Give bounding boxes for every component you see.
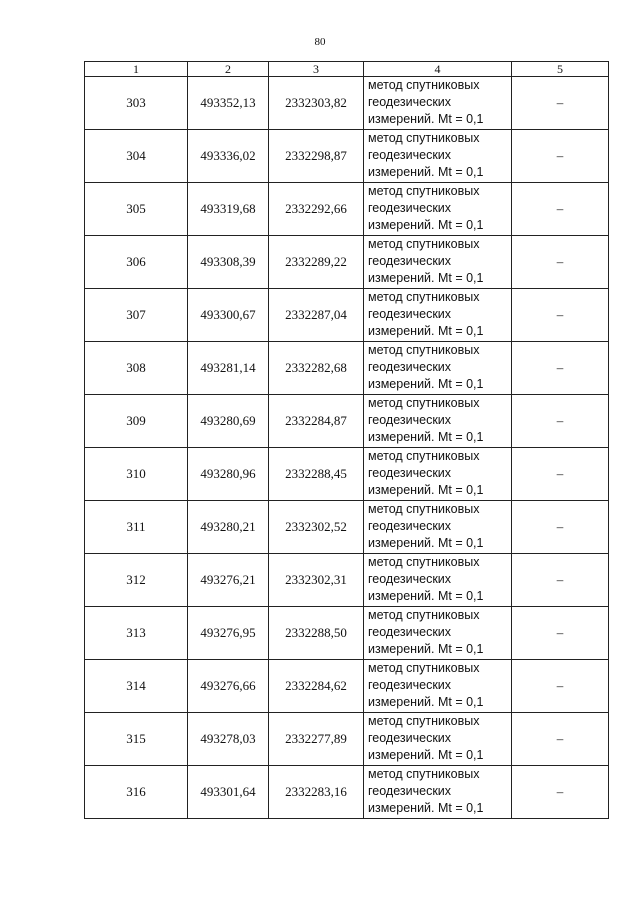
method-text-line: метод спутниковых — [368, 78, 480, 92]
column-header: 1 — [85, 62, 188, 77]
table-row — [85, 183, 609, 236]
method-text-line: метод спутниковых — [368, 131, 480, 145]
method-text-line: метод спутниковых — [368, 449, 480, 463]
method-text-line: измерений. Mt = 0,1 — [368, 589, 484, 603]
x-coordinate-cell: 493280,69 — [188, 395, 269, 448]
method-text-line: измерений. Mt = 0,1 — [368, 483, 484, 497]
note-cell: – — [512, 289, 609, 342]
method-text-line: измерений. Mt = 0,1 — [368, 801, 484, 815]
method-cell — [364, 660, 512, 713]
coordinates-table — [84, 61, 609, 819]
table-row — [85, 77, 609, 130]
y-coordinate-cell: 2332283,16 — [269, 766, 364, 819]
table-row — [85, 448, 609, 501]
note-cell: – — [512, 448, 609, 501]
method-cell — [364, 342, 512, 395]
method-text-line: метод спутниковых — [368, 555, 480, 569]
point-number-cell: 304 — [85, 130, 188, 183]
method-text-line: измерений. Mt = 0,1 — [368, 165, 484, 179]
method-text-line: метод спутниковых — [368, 184, 480, 198]
y-coordinate-cell: 2332282,68 — [269, 342, 364, 395]
note-cell: – — [512, 766, 609, 819]
x-coordinate-cell: 493280,21 — [188, 501, 269, 554]
y-coordinate-cell: 2332284,87 — [269, 395, 364, 448]
method-text-line: геодезических — [368, 678, 452, 692]
method-text-line: геодезических — [368, 307, 452, 321]
y-coordinate-cell: 2332292,66 — [269, 183, 364, 236]
method-cell — [364, 766, 512, 819]
method-text-line: геодезических — [368, 466, 452, 480]
column-header: 2 — [188, 62, 269, 77]
method-text-line: метод спутниковых — [368, 290, 480, 304]
note-cell: – — [512, 554, 609, 607]
note-cell: – — [512, 77, 609, 130]
method-cell — [364, 395, 512, 448]
method-text-line: метод спутниковых — [368, 767, 480, 781]
method-cell — [364, 501, 512, 554]
x-coordinate-cell: 493281,14 — [188, 342, 269, 395]
table-row — [85, 501, 609, 554]
column-header: 4 — [364, 62, 512, 77]
method-cell — [364, 289, 512, 342]
y-coordinate-cell: 2332277,89 — [269, 713, 364, 766]
x-coordinate-cell: 493308,39 — [188, 236, 269, 289]
page-number: 80 — [314, 36, 326, 48]
x-coordinate-cell: 493280,96 — [188, 448, 269, 501]
point-number-cell: 313 — [85, 607, 188, 660]
y-coordinate-cell: 2332289,22 — [269, 236, 364, 289]
table-row — [85, 607, 609, 660]
method-text-line: геодезических — [368, 413, 452, 427]
table-row — [85, 713, 609, 766]
method-text-line: геодезических — [368, 254, 452, 268]
y-coordinate-cell: 2332302,31 — [269, 554, 364, 607]
method-text-line: геодезических — [368, 201, 452, 215]
method-cell — [364, 130, 512, 183]
y-coordinate-cell: 2332288,50 — [269, 607, 364, 660]
method-text-line: геодезических — [368, 519, 452, 533]
note-cell: – — [512, 501, 609, 554]
x-coordinate-cell: 493276,66 — [188, 660, 269, 713]
note-cell: – — [512, 342, 609, 395]
note-cell: – — [512, 607, 609, 660]
x-coordinate-cell: 493276,21 — [188, 554, 269, 607]
method-text-line: геодезических — [368, 572, 452, 586]
table-row — [85, 342, 609, 395]
method-cell — [364, 607, 512, 660]
method-text-line: метод спутниковых — [368, 661, 480, 675]
table-row — [85, 660, 609, 713]
method-text-line: измерений. Mt = 0,1 — [368, 642, 484, 656]
method-text-line: измерений. Mt = 0,1 — [368, 536, 484, 550]
point-number-cell: 311 — [85, 501, 188, 554]
point-number-cell: 309 — [85, 395, 188, 448]
x-coordinate-cell: 493319,68 — [188, 183, 269, 236]
x-coordinate-cell: 493352,13 — [188, 77, 269, 130]
y-coordinate-cell: 2332302,52 — [269, 501, 364, 554]
column-header: 5 — [512, 62, 609, 77]
y-coordinate-cell: 2332287,04 — [269, 289, 364, 342]
note-cell: – — [512, 713, 609, 766]
method-cell — [364, 183, 512, 236]
method-cell — [364, 554, 512, 607]
method-text-line: геодезических — [368, 148, 452, 162]
method-text-line: метод спутниковых — [368, 608, 480, 622]
x-coordinate-cell: 493336,02 — [188, 130, 269, 183]
method-text-line: измерений. Mt = 0,1 — [368, 271, 484, 285]
point-number-cell: 314 — [85, 660, 188, 713]
method-text-line: измерений. Mt = 0,1 — [368, 748, 484, 762]
method-text-line: геодезических — [368, 731, 452, 745]
table-body — [85, 77, 609, 819]
x-coordinate-cell: 493300,67 — [188, 289, 269, 342]
note-cell: – — [512, 183, 609, 236]
method-text-line: геодезических — [368, 625, 452, 639]
x-coordinate-cell: 493301,64 — [188, 766, 269, 819]
table-row — [85, 236, 609, 289]
point-number-cell: 308 — [85, 342, 188, 395]
method-cell — [364, 713, 512, 766]
y-coordinate-cell: 2332303,82 — [269, 77, 364, 130]
method-text-line: измерений. Mt = 0,1 — [368, 324, 484, 338]
method-text-line: метод спутниковых — [368, 502, 480, 516]
method-cell — [364, 77, 512, 130]
y-coordinate-cell: 2332288,45 — [269, 448, 364, 501]
point-number-cell: 312 — [85, 554, 188, 607]
method-text-line: геодезических — [368, 360, 452, 374]
note-cell: – — [512, 236, 609, 289]
column-header: 3 — [269, 62, 364, 77]
point-number-cell: 316 — [85, 766, 188, 819]
note-cell: – — [512, 130, 609, 183]
point-number-cell: 303 — [85, 77, 188, 130]
point-number-cell: 305 — [85, 183, 188, 236]
y-coordinate-cell: 2332298,87 — [269, 130, 364, 183]
point-number-cell: 306 — [85, 236, 188, 289]
point-number-cell: 315 — [85, 713, 188, 766]
table-row — [85, 554, 609, 607]
method-text-line: геодезических — [368, 784, 452, 798]
method-text-line: измерений. Mt = 0,1 — [368, 430, 484, 444]
method-text-line: геодезических — [368, 95, 452, 109]
method-text-line: измерений. Mt = 0,1 — [368, 695, 484, 709]
method-text-line: метод спутниковых — [368, 396, 480, 410]
method-cell — [364, 236, 512, 289]
table-row — [85, 395, 609, 448]
table-row — [85, 766, 609, 819]
method-cell — [364, 448, 512, 501]
table-header-row — [85, 62, 609, 77]
method-text-line: измерений. Mt = 0,1 — [368, 218, 484, 232]
point-number-cell: 310 — [85, 448, 188, 501]
y-coordinate-cell: 2332284,62 — [269, 660, 364, 713]
method-text-line: метод спутниковых — [368, 343, 480, 357]
method-text-line: метод спутниковых — [368, 237, 480, 251]
note-cell: – — [512, 395, 609, 448]
point-number-cell: 307 — [85, 289, 188, 342]
note-cell: – — [512, 660, 609, 713]
method-text-line: измерений. Mt = 0,1 — [368, 112, 484, 126]
method-text-line: измерений. Mt = 0,1 — [368, 377, 484, 391]
x-coordinate-cell: 493276,95 — [188, 607, 269, 660]
method-text-line: метод спутниковых — [368, 714, 480, 728]
x-coordinate-cell: 493278,03 — [188, 713, 269, 766]
table-row — [85, 289, 609, 342]
table-row — [85, 130, 609, 183]
